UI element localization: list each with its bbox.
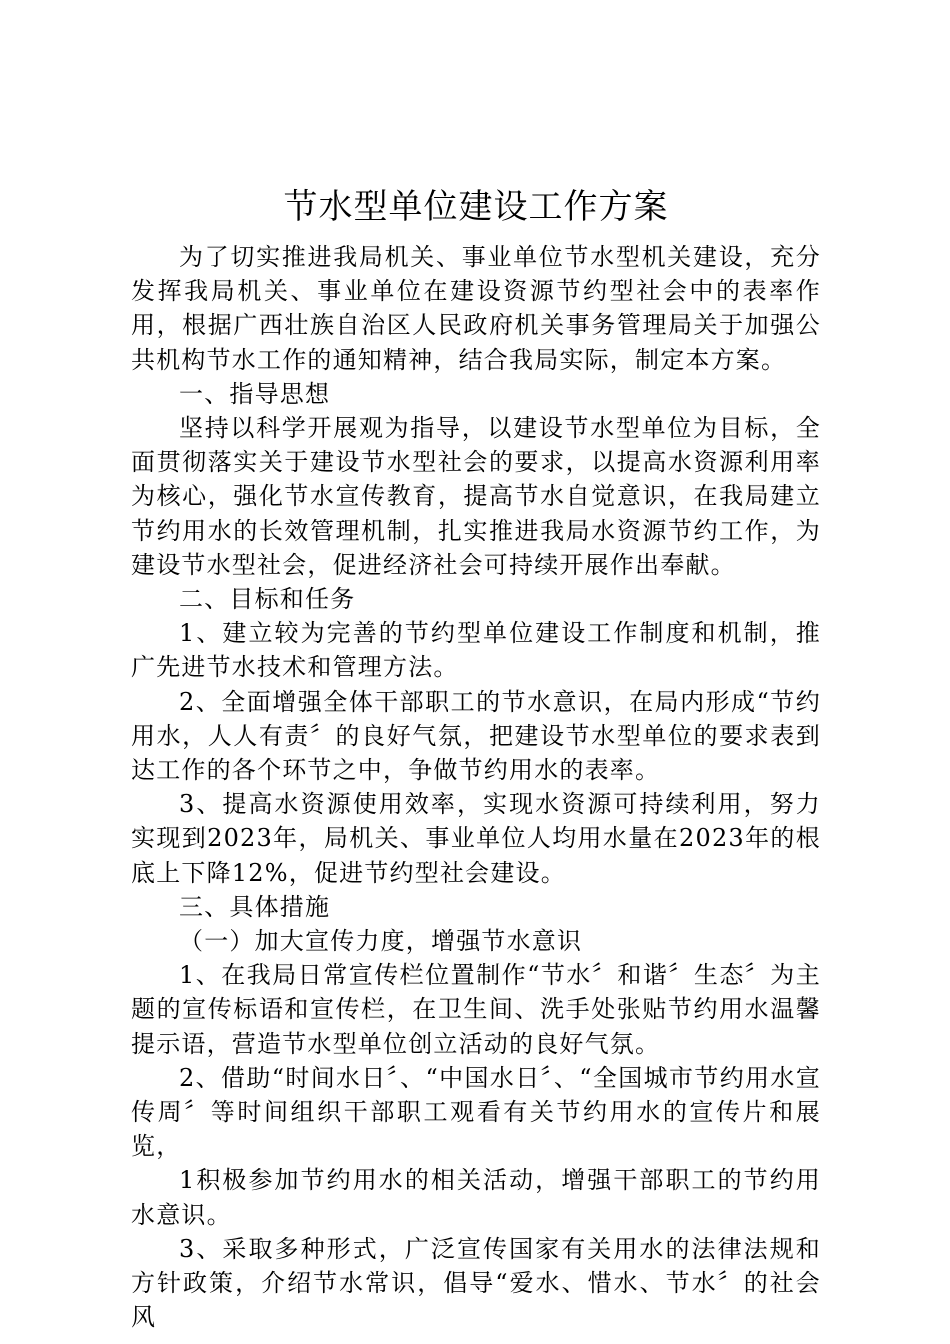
goal-item-3: 3、提高水资源使用效率，实现水资源可持续利用，努力实现到2023年，局机关、事业单位人均用水量在2023年的根底上下降12%，促进节约型社会建设。 [131, 790, 821, 887]
guiding-ideology-paragraph: 坚持以科学开展观为指导，以建设节水型单位为目标，全面贯彻落实关于建设节水型社会的要求，以提高水资源利用率为核心，强化节水宣传教育，提高节水自觉意识，在我局建立节约用水的长效管理机制，扎实推进我局水资源节约工作，为建设节水型社会，促进经济社会可持续开展作出奉献。 [131, 414, 821, 579]
intro-paragraph: 为了切实推进我局机关、事业单位节水型机关建设，充分发挥我局机关、事业单位在建设资源节约型社会中的表率作用，根据广西壮族自治区人民政府机关事务管理局关于加强公共机构节水工作的通知精神，结合我局实际，制定本方案。 [131, 243, 821, 374]
measure-item-2-continued: 1积极参加节约用水的相关活动，增强干部职工的节约用水意识。 [131, 1166, 821, 1229]
measure-item-1: 1、在我局日常宣传栏位置制作“节水〞和谐〞生态〞为主题的宣传标语和宣传栏，在卫生间、洗手处张贴节约用水温馨提示语，营造节水型单位创立活动的良好气氛。 [131, 961, 821, 1058]
section-heading-measures: 三、具体措施 [179, 892, 331, 921]
document-page [131, 178, 821, 1335]
section-heading-guiding-ideology: 一、指导思想 [179, 379, 331, 408]
subsection-heading-publicity: （一）加大宣传力度，增强节水意识 [179, 927, 583, 956]
measure-item-3: 3、采取多种形式，广泛宣传国家有关用水的法律法规和方针政策，介绍节水常识，倡导“爱水、惜水、节水〞的社会风 [131, 1234, 821, 1332]
goal-item-2: 2、全面增强全体干部职工的节水意识，在局内形成“节约用水，人人有责〞的良好气氛，把建设节水型单位的要求表到达工作的各个环节之中，争做节约用水的表率。 [131, 687, 821, 785]
section-heading-goals-tasks: 二、目标和任务 [179, 585, 356, 614]
goal-item-1: 1、建立较为完善的节约型单位建设工作制度和机制，推广先进节水技术和管理方法。 [131, 619, 821, 682]
document-title: 节水型单位建设工作方案 [283, 187, 669, 227]
measure-item-2: 2、借助“时间水日〞、“中国水日〞、“全国城市节约用水宣传周〞等时间组织干部职工观看有关节约用水的宣传片和展览， [131, 1063, 821, 1161]
